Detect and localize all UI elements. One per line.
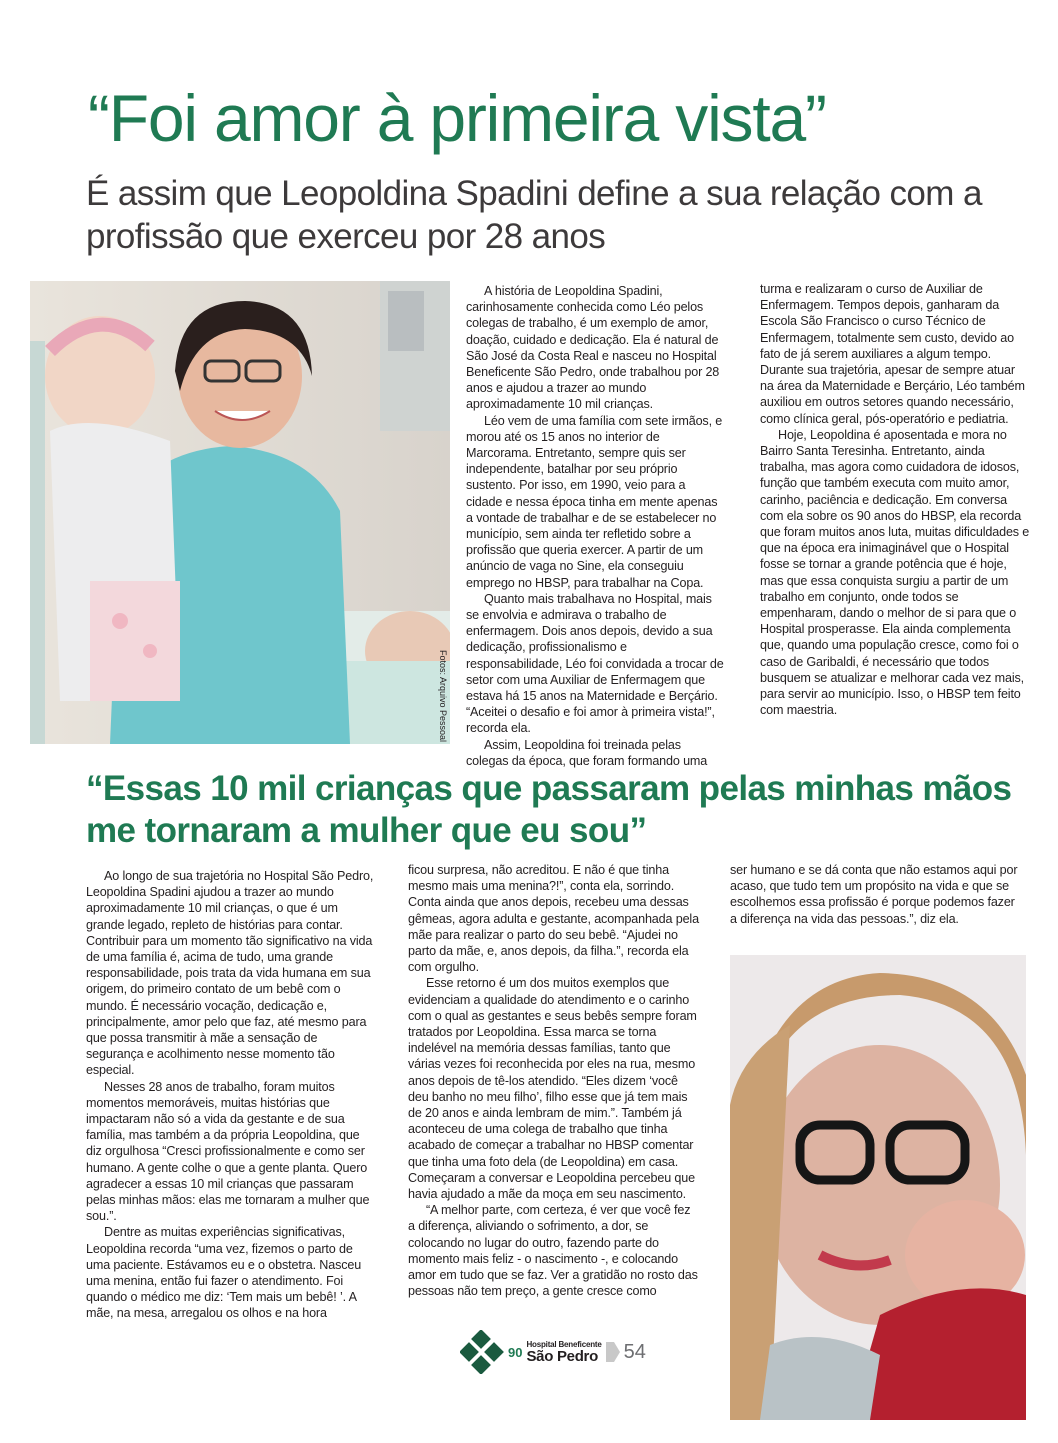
photo-selfie-with-newborn-image xyxy=(730,955,1026,1420)
paragraph: Dentre as muitas experiências significativas, Leopoldina recorda “uma vez, fizemos o parto de uma paciente. Estávamos eu e o obstetra. Nasceu uma menina, então fui fazer o atendimento. Foi quando o médico me diz: ‘Tem mais um bebê! ’. A mãe, na mesa, arregalou os olhos e na hora xyxy=(86,1225,362,1321)
paragraph: Quanto mais trabalhava no Hospital, mais se envolvia e admirava o trabalho de enfermagem. Dois anos depois, devido a sua dedicação, profissionalismo e responsabilidade, Léo foi convidada a trocar de setor com uma Auxiliar de Enfermagem que estava há 15 anos na Maternidade e Berçário. “Aceitei o desafio e foi amor à primeira vista!”, recorda ela. xyxy=(466,591,724,736)
bottom-column-1 xyxy=(86,868,374,1322)
page-number: 54 xyxy=(623,1340,646,1363)
paragraph: Esse retorno é um dos muitos exemplos que evidenciam a qualidade do atendimento e o carinho com o qual as gestantes e seus bebês sempre foram tratados por Leopoldina. Essa marca se torna indelével na memória dessas famílias, tanto que várias vezes foi reconhecida por eles na rua, mesmo anos depois de tê-los atendido. “Eles dizem ‘você deu banho no meu filho’, filho esse que já tem mais de 20 anos e ainda lembram de mim.”. Também já aconteceu de uma colega de trabalho que tinha acabado de começar a trabalhar no HBSP comentar que tinha uma foto dela (de Leopoldina) em casa. Começaram a conversar e Leopoldina percebeu que havia ajudado a mãe da moça em seu nascimento. xyxy=(408,976,697,1202)
paragraph: Nesses 28 anos de trabalho, foram muitos momentos memoráveis, muitas histórias que impactaram não só a vida da gestante e de sua família, mas também a da própria Leopoldina, que diz orgulhosa “Cresci profissionalmente e como ser humano. A gente colhe o que a gente planta. Quero agradecer a essas 10 mil crianças que passaram pelas minhas mãos: elas me tornaram a mulher que sou.”. xyxy=(86,1079,370,1224)
photo-selfie-with-newborn xyxy=(730,955,1026,1420)
hospital-logo-icon xyxy=(460,1330,504,1374)
paragraph: ser humano e se dá conta que não estamos aqui por acaso, que tudo tem um propósito na vida e que se escolhemos essa profissão é porque podemos fazer a diferença na vida das pessoas.”, diz ela. xyxy=(730,863,1018,926)
pull-quote: “Essas 10 mil crianças que passaram pelas minhas mãos me tornaram a mulher que eu sou” xyxy=(86,769,1012,850)
paragraph: Léo vem de uma família com sete irmãos, e morou até os 15 anos no interior de Marcorama. Entretanto, sempre quis ser independente, batalhar por seu próprio sustento. Por isso, em 1990, veio para a cidade e nessa época tinha em mente apenas a vontade de trabalhar e de se estabelecer no município, sem ainda ter refletido sobre a profissão que queria exercer. A partir de um anúncio de vaga no Sine, ela conseguiu emprego no HBSP, para trabalhar na Copa. xyxy=(466,413,723,590)
bottom-column-3 xyxy=(730,862,1022,927)
paragraph: A história de Leopoldina Spadini, carinhosamente conhecida como Léo pelos colegas de trabalho, é um exemplo de amor, doação, cuidado e dedicação. Ela é natural de São José da Costa Real e nasceu no Hospital Beneficente São Pedro, onde trabalhou por 28 anos e ajudou a trazer ao mundo aproximadamente 10 mil crianças. xyxy=(466,284,720,412)
paragraph: turma e realizaram o curso de Auxiliar de Enfermagem. Tempos depois, ganharam da Escola São Francisco o curso Técnico de Enfermagem, totalmente sem custo, devido ao fato de já serem auxiliares a algum tempo. Durante sua trajetória, apesar de sempre atuar na área da Maternidade e Berçário, Léo também auxiliou em outros setores quando necessário, como clínica geral, pós-operatório e pediatria. xyxy=(760,282,1025,426)
footer-logo xyxy=(460,1330,646,1374)
paragraph: Assim, Leopoldina foi treinada pelas colegas da época, que foram formando uma xyxy=(466,737,708,768)
top-column-2 xyxy=(760,281,1030,718)
paragraph: Ao longo de sua trajetória no Hospital São Pedro, Leopoldina Spadini ajudou a trazer ao mundo aproximadamente 10 mil crianças, o que é um grande legado, repleto de histórias para contar. Contribuir para um momento tão significativo na vida de uma família é, acima de tudo, uma grande responsabilidade, pois trata da vida humana em sua origem, do primeiro contato de um bebê com o mundo. É necessário vocação, dedicação e, principalmente, amor pelo que faz, até mesmo para que possa transmitir à mãe a sensação de segurança e acolhimento nesse momento tão especial. xyxy=(86,869,374,1078)
photo-credit: Fotos: Arquivo Pessoal xyxy=(438,650,448,743)
article-subtitle: É assim que Leopoldina Spadini define a sua relação com a profissão que exerceu por 28 anos xyxy=(86,174,982,256)
photo-nurse-with-child-image xyxy=(30,281,450,744)
bottom-column-2 xyxy=(408,862,700,1299)
article-title: “Foi amor à primeira vista” xyxy=(88,81,826,155)
logo-badge: 90 xyxy=(508,1344,523,1360)
paragraph: Hoje, Leopoldina é aposentada e mora no Bairro Santa Teresinha. Entretanto, ainda trabalha, mas agora como cuidadora de idosos, função que também executa com muito amor, carinho, paciência e dedicação. Em conversa com ela sobre os 90 anos do HBSP, ela recorda que foram muitos anos luta, muitas dificuldades e que na época era inimaginável que o Hospital fosse se tornar a grande potência que é hoje, mas que essa conquista surgiu a partir de um trabalho em conjunto, onde todos se empenharam, dando o melhor de si para que o Hospital prosperasse. Ela ainda complementa que, quando uma população cresce, como foi o caso de Garibaldi, é necessário que todos busquem se atualizar e melhorar cada vez mais, para servir ao município. Isso, o HBSP tem feito com maestria. xyxy=(760,427,1030,718)
logo-line-1: Hospital Beneficente xyxy=(526,1339,602,1349)
logo-line-2: São Pedro xyxy=(526,1347,598,1365)
top-column-1 xyxy=(466,283,724,769)
paragraph: ficou surpresa, não acreditou. E não é que tinha mesmo mais uma menina?!”, conta ela, sorrindo. Conta ainda que anos depois, recebeu uma dessas gêmeas, agora adulta e gestante, acompanhada pela mãe para realizar o parto do seu bebê. “Ajudei no parto da mãe, e, anos depois, da filha.”, recorda ela com orgulho. xyxy=(408,863,699,975)
paragraph: “A melhor parte, com certeza, é ver que você fez a diferença, aliviando o sofrimento, a dor, se colocando no lugar do outro, fazendo parte do momento mais feliz - o nascimento -, e colocando amor em tudo que se faz. Ver a gratidão no rosto das pessoas não tem preço, a gente cresce como xyxy=(408,1203,698,1299)
page-arrow-icon xyxy=(606,1342,620,1362)
logo-text xyxy=(526,1341,601,1364)
photo-nurse-with-child xyxy=(30,281,450,744)
